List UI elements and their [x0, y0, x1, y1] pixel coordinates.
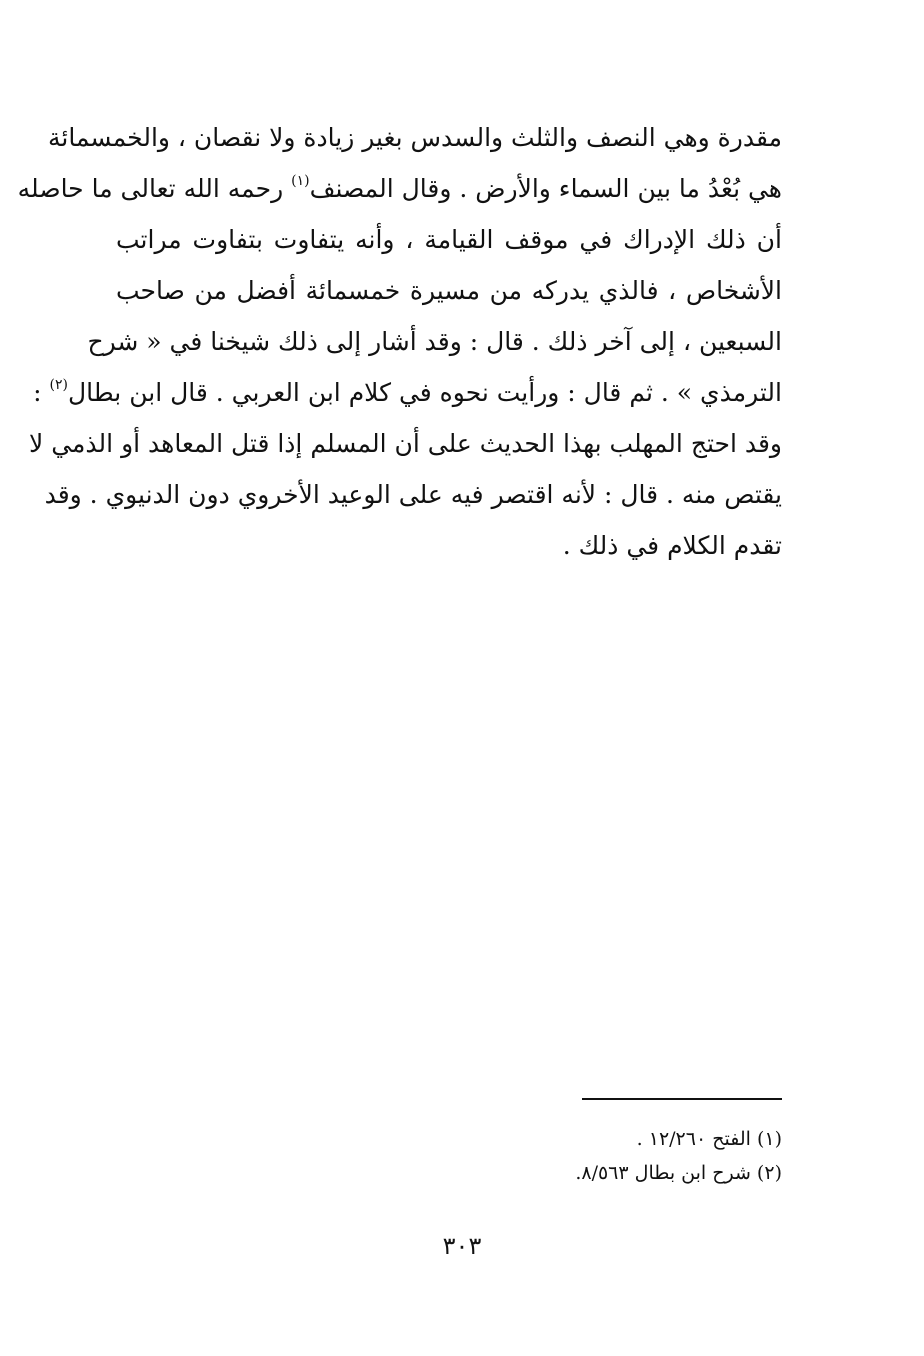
footnote-ref-1[interactable]: (١) [291, 173, 310, 189]
main-text [17, 112, 782, 571]
text-line-5: السبعين ، إلى آخر ذلك . قال : وقد أشار إلى ذلك شيخنا في « شرح [87, 327, 782, 356]
footnotes-block [420, 1122, 782, 1190]
text-line-3: أن ذلك الإدراك في موقف القيامة ، وأنه يتفاوت بتفاوت مراتب [116, 225, 782, 254]
text-line-8: يقتص منه . قال : لأنه اقتصر فيه على الوعيد الأخروي دون الدنيوي . وقد [44, 480, 782, 509]
text-line-6 [33, 367, 782, 418]
text-line-2 [17, 163, 782, 214]
footnote-ref-2[interactable]: (٢) [49, 377, 69, 393]
footnote-1: (١) الفتح ١٢/٢٦٠ . [636, 1128, 782, 1150]
text-line-2-end: رحمه الله تعالى ما حاصله [17, 174, 284, 203]
text-line-6-start: الترمذي » . ثم قال : ورأيت نحوه في كلام ابن العربي . قال ابن بطال [68, 378, 782, 407]
text-line-6-end: : [33, 378, 42, 407]
text-line-1: مقدرة وهي النصف والثلث والسدس بغير زيادة ولا نقصان ، والخمسمائة [48, 123, 782, 152]
footnote-divider [582, 1098, 782, 1100]
page-number: ٣٠٣ [442, 1232, 482, 1260]
text-line-9: تقدم الكلام في ذلك . [562, 531, 782, 560]
text-line-7: وقد احتج المهلب بهذا الحديث على أن المسلم إذا قتل المعاهد أو الذمي لا [29, 429, 782, 458]
text-line-2-start: هي بُعْدُ ما بين السماء والأرض . وقال المصنف [309, 174, 782, 203]
text-line-4: الأشخاص ، فالذي يدركه من مسيرة خمسمائة أفضل من صاحب [116, 276, 782, 305]
footnote-2: (٢) شرح ابن بطال ٨/٥٦٣. [575, 1162, 782, 1184]
